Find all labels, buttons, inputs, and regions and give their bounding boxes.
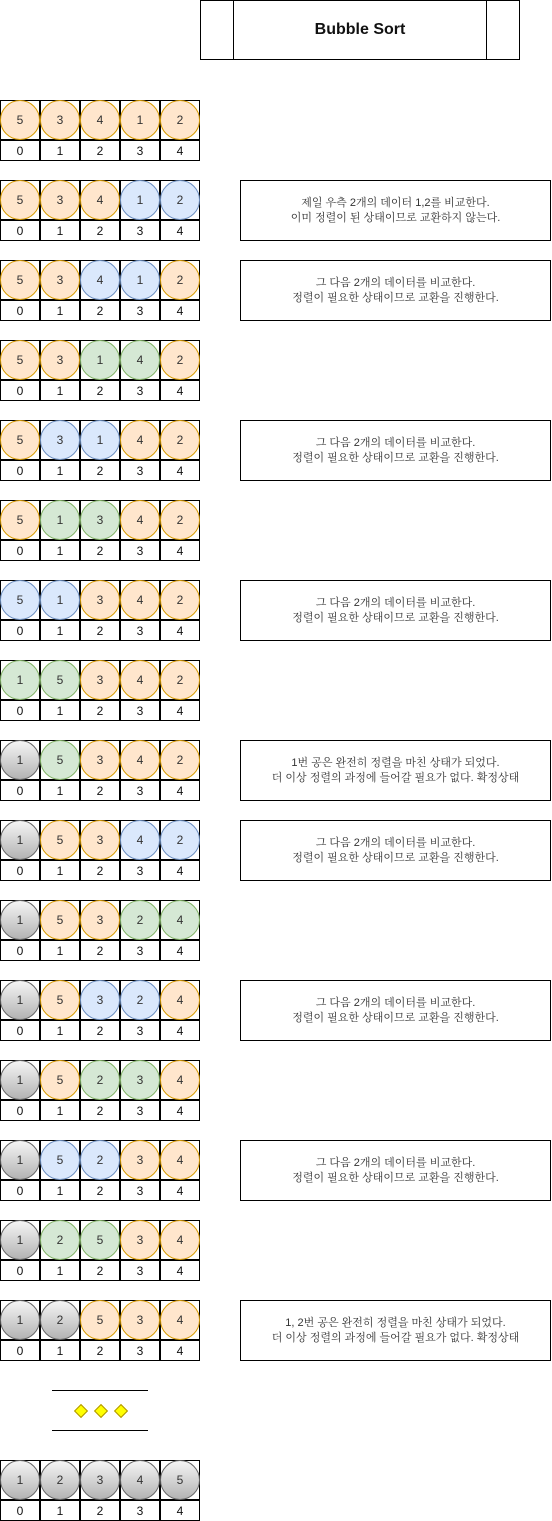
index-label: 2 — [80, 620, 120, 641]
note-line: 1, 2번 공은 완전히 정렬을 마친 상태가 되었다. — [285, 1316, 506, 1329]
ball-orange: 5 — [0, 260, 40, 300]
step-row — [0, 580, 201, 641]
index-label: 2 — [80, 460, 120, 481]
ball-gray: 1 — [0, 900, 40, 940]
ball-blue: 5 — [40, 1140, 80, 1180]
ball-orange: 4 — [120, 740, 160, 780]
ball-gray: 5 — [160, 1460, 200, 1500]
index-label: 1 — [40, 140, 80, 161]
ball-orange: 2 — [160, 420, 200, 460]
index-label: 2 — [80, 940, 120, 961]
index-label: 3 — [120, 380, 160, 401]
index-label: 4 — [160, 460, 200, 481]
ball-orange: 4 — [120, 580, 160, 620]
index-label: 4 — [160, 1020, 200, 1041]
index-label: 0 — [0, 1100, 40, 1121]
ellipsis-bottom-line — [52, 1430, 148, 1431]
ball-blue: 1 — [120, 180, 160, 220]
index-label: 3 — [120, 860, 160, 881]
index-label: 0 — [0, 540, 40, 561]
ball-orange: 3 — [120, 1300, 160, 1340]
ball-gray: 1 — [0, 1460, 40, 1500]
ball-green: 5 — [40, 660, 80, 700]
ball-gray: 1 — [0, 820, 40, 860]
title-box — [200, 0, 520, 60]
ball-green: 1 — [0, 660, 40, 700]
ball-green: 5 — [80, 1220, 120, 1260]
index-label: 2 — [80, 1100, 120, 1121]
index-label: 1 — [40, 620, 80, 641]
index-label: 4 — [160, 1500, 200, 1521]
note-line: 정렬이 필요한 상태이므로 교환을 진행한다. — [292, 1011, 499, 1024]
index-label: 4 — [160, 780, 200, 801]
index-label: 0 — [0, 780, 40, 801]
ball-blue: 3 — [40, 420, 80, 460]
index-label: 2 — [80, 860, 120, 881]
ball-orange: 5 — [0, 100, 40, 140]
ball-gray: 2 — [40, 1300, 80, 1340]
ball-orange: 5 — [0, 420, 40, 460]
index-label: 0 — [0, 860, 40, 881]
diagram-title: Bubble Sort — [314, 21, 406, 38]
index-label: 1 — [40, 1500, 80, 1521]
ball-blue: 3 — [80, 980, 120, 1020]
index-label: 3 — [120, 1340, 160, 1361]
ball-orange: 4 — [120, 660, 160, 700]
index-label: 4 — [160, 860, 200, 881]
note-line: 정렬이 필요한 상태이므로 교환을 진행한다. — [292, 451, 499, 464]
note-line: 더 이상 정렬의 과정에 들어갈 필요가 없다. 확정상태 — [271, 771, 520, 784]
ball-orange: 3 — [80, 580, 120, 620]
ball-gray: 2 — [40, 1460, 80, 1500]
ball-gray: 4 — [120, 1460, 160, 1500]
ball-gray: 1 — [0, 740, 40, 780]
ball-green: 5 — [40, 740, 80, 780]
index-label: 4 — [160, 1100, 200, 1121]
note-line: 정렬이 필요한 상태이므로 교환을 진행한다. — [292, 1171, 499, 1184]
index-label: 3 — [120, 460, 160, 481]
index-label: 2 — [80, 140, 120, 161]
ball-blue: 2 — [80, 1140, 120, 1180]
index-label: 4 — [160, 620, 200, 641]
index-label: 2 — [80, 380, 120, 401]
step-row — [0, 1140, 201, 1201]
index-label: 0 — [0, 700, 40, 721]
index-label: 1 — [40, 700, 80, 721]
ball-green: 2 — [40, 1220, 80, 1260]
step-row — [0, 420, 201, 481]
index-label: 3 — [120, 780, 160, 801]
step-note — [240, 1140, 551, 1201]
ellipsis-diamond — [114, 1404, 128, 1418]
index-label: 1 — [40, 1340, 80, 1361]
ball-gray: 1 — [0, 1060, 40, 1100]
ball-gray: 1 — [0, 1140, 40, 1180]
index-label: 0 — [0, 380, 40, 401]
index-label: 4 — [160, 1260, 200, 1281]
ball-green: 2 — [120, 900, 160, 940]
ball-orange: 3 — [120, 1220, 160, 1260]
step-row — [0, 260, 201, 321]
index-label: 3 — [120, 1180, 160, 1201]
index-label: 4 — [160, 700, 200, 721]
index-label: 1 — [40, 380, 80, 401]
ellipsis-top-line — [52, 1390, 148, 1391]
ball-gray: 3 — [80, 1460, 120, 1500]
index-label: 4 — [160, 300, 200, 321]
note-line: 그 다음 2개의 데이터를 비교한다. — [315, 1156, 476, 1169]
ball-orange: 3 — [40, 340, 80, 380]
index-label: 3 — [120, 220, 160, 241]
ball-orange: 5 — [0, 180, 40, 220]
index-label: 2 — [80, 1180, 120, 1201]
ball-orange: 3 — [40, 260, 80, 300]
ball-orange: 3 — [120, 1140, 160, 1180]
index-label: 2 — [80, 540, 120, 561]
ball-orange: 3 — [40, 180, 80, 220]
index-label: 2 — [80, 780, 120, 801]
index-label: 4 — [160, 1180, 200, 1201]
index-label: 1 — [40, 940, 80, 961]
index-label: 0 — [0, 140, 40, 161]
step-row — [0, 900, 201, 961]
step-row — [0, 1220, 201, 1281]
step-row — [0, 740, 201, 801]
index-label: 3 — [120, 540, 160, 561]
step-note — [240, 980, 551, 1041]
index-label: 3 — [120, 140, 160, 161]
ball-orange: 2 — [160, 580, 200, 620]
ball-gray: 1 — [0, 1300, 40, 1340]
index-label: 0 — [0, 1340, 40, 1361]
note-line: 정렬이 필요한 상태이므로 교환을 진행한다. — [292, 851, 499, 864]
ball-orange: 2 — [160, 500, 200, 540]
ball-gray: 1 — [0, 980, 40, 1020]
ball-orange: 4 — [160, 1140, 200, 1180]
ball-green: 4 — [160, 900, 200, 940]
note-line: 정렬이 필요한 상태이므로 교환을 진행한다. — [292, 291, 499, 304]
ball-blue: 4 — [80, 260, 120, 300]
index-label: 0 — [0, 300, 40, 321]
index-label: 1 — [40, 1260, 80, 1281]
ball-blue: 1 — [40, 580, 80, 620]
ball-orange: 3 — [80, 820, 120, 860]
note-line: 그 다음 2개의 데이터를 비교한다. — [315, 836, 476, 849]
note-line: 제일 우측 2개의 데이터 1,2를 비교한다. — [301, 196, 490, 209]
index-label: 0 — [0, 1260, 40, 1281]
index-label: 1 — [40, 460, 80, 481]
ball-orange: 1 — [120, 100, 160, 140]
ellipsis-separator — [52, 1390, 148, 1431]
index-label: 1 — [40, 780, 80, 801]
index-label: 4 — [160, 1340, 200, 1361]
ball-orange: 3 — [80, 740, 120, 780]
step-note — [240, 180, 551, 241]
ball-orange: 3 — [80, 900, 120, 940]
index-label: 2 — [80, 1340, 120, 1361]
ball-orange: 2 — [160, 660, 200, 700]
step-note — [240, 740, 551, 801]
index-label: 4 — [160, 540, 200, 561]
step-row — [0, 340, 201, 401]
index-label: 1 — [40, 1180, 80, 1201]
step-row — [0, 1060, 201, 1121]
index-label: 3 — [120, 1020, 160, 1041]
index-label: 3 — [120, 1100, 160, 1121]
index-label: 3 — [120, 620, 160, 641]
note-line: 이미 정렬이 된 상태이므로 교환하지 않는다. — [290, 211, 501, 224]
index-label: 2 — [80, 700, 120, 721]
index-label: 1 — [40, 540, 80, 561]
ellipsis-diamond — [94, 1404, 108, 1418]
index-label: 1 — [40, 300, 80, 321]
step-note — [240, 580, 551, 641]
ball-green: 3 — [80, 500, 120, 540]
note-line: 그 다음 2개의 데이터를 비교한다. — [315, 596, 476, 609]
ball-orange: 4 — [120, 420, 160, 460]
ball-orange: 5 — [40, 820, 80, 860]
ball-blue: 4 — [120, 820, 160, 860]
ball-blue: 2 — [120, 980, 160, 1020]
ball-orange: 4 — [160, 1060, 200, 1100]
ball-orange: 2 — [160, 100, 200, 140]
index-label: 1 — [40, 1020, 80, 1041]
ball-orange: 4 — [160, 980, 200, 1020]
ball-green: 1 — [80, 340, 120, 380]
ball-green: 4 — [120, 340, 160, 380]
note-line: 더 이상 정렬의 과정에 들어갈 필요가 없다. 확정상태 — [271, 1331, 520, 1344]
ball-orange: 3 — [40, 100, 80, 140]
step-row — [0, 980, 201, 1041]
index-label: 2 — [80, 220, 120, 241]
index-label: 3 — [120, 1260, 160, 1281]
index-label: 4 — [160, 140, 200, 161]
index-label: 3 — [120, 1500, 160, 1521]
index-label: 1 — [40, 1100, 80, 1121]
ball-green: 2 — [80, 1060, 120, 1100]
step-row — [0, 100, 201, 161]
note-line: 그 다음 2개의 데이터를 비교한다. — [315, 276, 476, 289]
step-note — [240, 260, 551, 321]
ball-orange: 5 — [0, 340, 40, 380]
ball-orange: 5 — [40, 1060, 80, 1100]
index-label: 4 — [160, 220, 200, 241]
index-label: 3 — [120, 300, 160, 321]
ball-orange: 4 — [160, 1220, 200, 1260]
ball-green: 1 — [40, 500, 80, 540]
index-label: 0 — [0, 1020, 40, 1041]
index-label: 3 — [120, 700, 160, 721]
ball-blue: 5 — [0, 580, 40, 620]
index-label: 1 — [40, 220, 80, 241]
index-label: 2 — [80, 1020, 120, 1041]
step-row — [0, 1300, 201, 1361]
step-row — [0, 1460, 201, 1521]
step-row — [0, 820, 201, 881]
ball-blue: 1 — [80, 420, 120, 460]
ball-blue: 2 — [160, 820, 200, 860]
index-label: 1 — [40, 860, 80, 881]
ball-orange: 5 — [80, 1300, 120, 1340]
index-label: 0 — [0, 1500, 40, 1521]
ball-blue: 1 — [120, 260, 160, 300]
index-label: 0 — [0, 620, 40, 641]
ball-orange: 4 — [80, 180, 120, 220]
index-label: 2 — [80, 300, 120, 321]
note-line: 정렬이 필요한 상태이므로 교환을 진행한다. — [292, 611, 499, 624]
ball-orange: 2 — [160, 340, 200, 380]
ball-green: 3 — [120, 1060, 160, 1100]
ball-orange: 4 — [120, 500, 160, 540]
index-label: 0 — [0, 1180, 40, 1201]
step-note — [240, 820, 551, 881]
ball-gray: 1 — [0, 1220, 40, 1260]
index-label: 4 — [160, 940, 200, 961]
ball-orange: 5 — [0, 500, 40, 540]
step-row — [0, 660, 201, 721]
ball-orange: 3 — [80, 660, 120, 700]
ball-orange: 4 — [160, 1300, 200, 1340]
index-label: 2 — [80, 1500, 120, 1521]
ball-orange: 5 — [40, 980, 80, 1020]
index-label: 0 — [0, 460, 40, 481]
note-line: 그 다음 2개의 데이터를 비교한다. — [315, 996, 476, 1009]
index-label: 4 — [160, 380, 200, 401]
index-label: 0 — [0, 940, 40, 961]
note-line: 그 다음 2개의 데이터를 비교한다. — [315, 436, 476, 449]
ball-orange: 5 — [40, 900, 80, 940]
note-line: 1번 공은 완전히 정렬을 마친 상태가 되었다. — [291, 756, 500, 769]
ball-orange: 2 — [160, 260, 200, 300]
ball-orange: 2 — [160, 740, 200, 780]
step-row — [0, 500, 201, 561]
index-label: 3 — [120, 940, 160, 961]
ball-orange: 4 — [80, 100, 120, 140]
ball-blue: 2 — [160, 180, 200, 220]
index-label: 2 — [80, 1260, 120, 1281]
index-label: 0 — [0, 220, 40, 241]
ellipsis-diamond — [74, 1404, 88, 1418]
step-note — [240, 420, 551, 481]
step-row — [0, 180, 201, 241]
step-note — [240, 1300, 551, 1361]
